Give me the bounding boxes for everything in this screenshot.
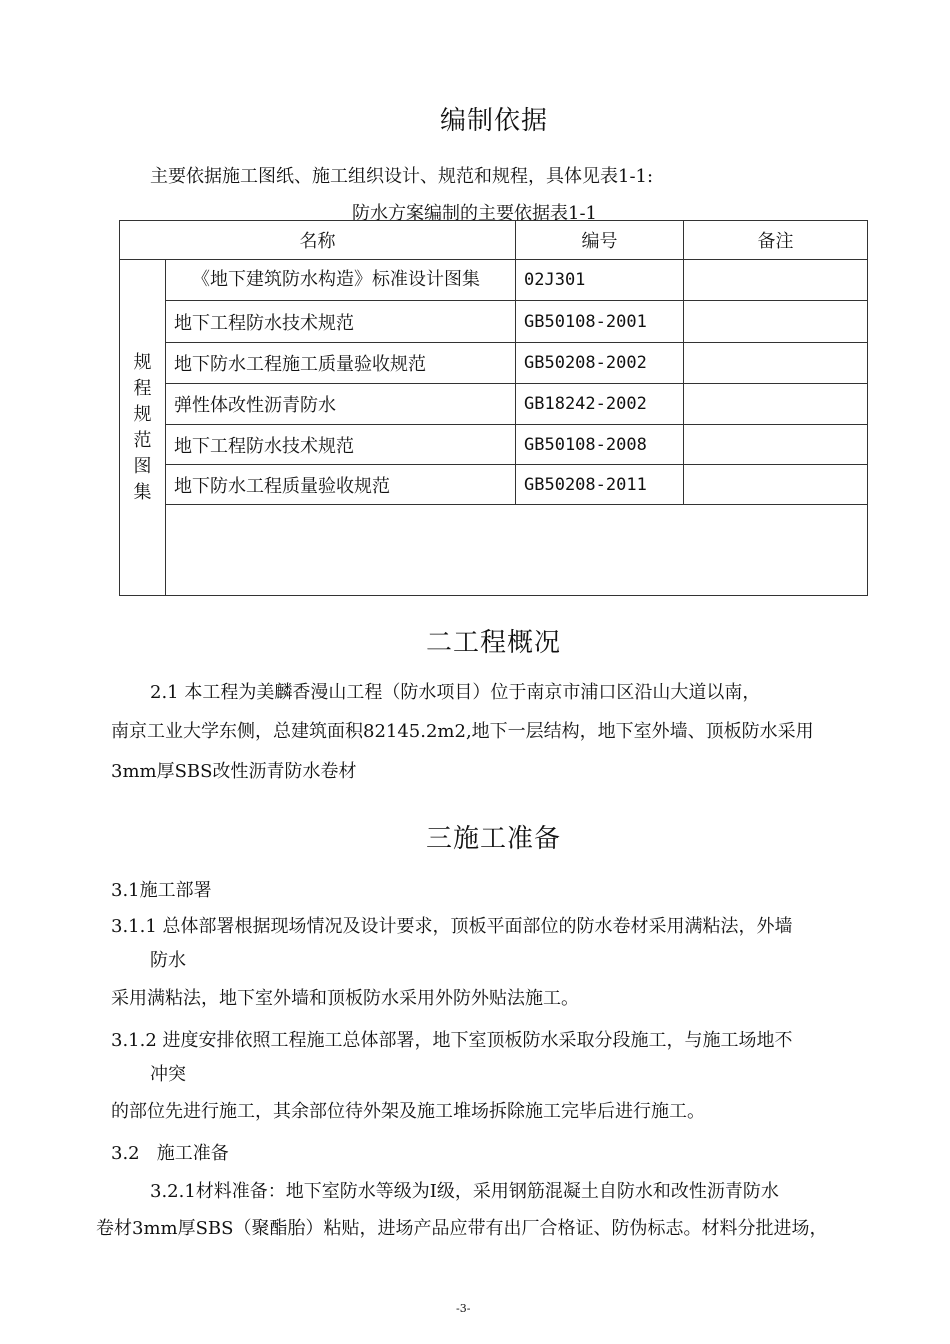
row-name: 《地下建筑防水构造》标准设计图集	[166, 260, 516, 301]
section312-line2: 冲突	[150, 1064, 186, 1085]
section2-line1: 2.1 本工程为美麟香漫山工程（防水项目）位于南京市浦口区沿山大道以南，	[150, 682, 761, 703]
row-note	[684, 425, 868, 465]
row-code: 02J301	[516, 260, 684, 301]
row-code: GB50108-2008	[516, 425, 684, 465]
section321-line1: 3.2.1材料准备：地下室防水等级为Ⅰ级，采用钢筋混凝土自防水和改性沥青防水	[150, 1181, 779, 1202]
table-row	[120, 425, 868, 465]
basis-table	[119, 220, 868, 596]
section2-title: 二工程概况	[426, 628, 562, 658]
section312-line1: 3.1.2 进度安排依照工程施工总体部署，地下室顶板防水采取分段施工，与施工场地不	[111, 1030, 793, 1051]
section311-line1: 3.1.1 总体部署根据现场情况及设计要求，顶板平面部位的防水卷材采用满粘法，外墙	[111, 916, 793, 937]
table-header-row	[120, 221, 868, 260]
category-cell	[120, 260, 166, 596]
row-code: GB50208-2002	[516, 343, 684, 384]
row-note	[684, 465, 868, 505]
section1-title: 编制依据	[440, 106, 549, 136]
row-name: 地下防水工程质量验收规范	[166, 465, 516, 505]
row-name: 弹性体改性沥青防水	[166, 384, 516, 425]
table-caption: 防水方案编制的主要依据表1-1	[352, 203, 597, 224]
page-number: -3-	[456, 1302, 471, 1315]
row-note	[684, 384, 868, 425]
header-note: 备注	[684, 221, 868, 260]
table-row	[120, 465, 868, 505]
section3-title: 三施工准备	[426, 824, 562, 854]
section311-line3: 采用满粘法，地下室外墙和顶板防水采用外防外贴法施工。	[111, 988, 579, 1009]
row-name: 地下防水工程施工质量验收规范	[166, 343, 516, 384]
table-empty-row	[120, 505, 868, 596]
row-note	[684, 260, 868, 301]
table-row	[120, 301, 868, 343]
row-code: GB18242-2002	[516, 384, 684, 425]
category-label: 规程规范图集	[133, 351, 152, 503]
section2-line3: 3mm厚SBS改性沥青防水卷材	[111, 761, 357, 782]
header-code: 编号	[516, 221, 684, 260]
table-row	[120, 384, 868, 425]
header-name: 名称	[120, 221, 516, 260]
section31-heading: 3.1施工部署	[111, 880, 212, 901]
section32-heading: 3.2 施工准备	[111, 1143, 229, 1164]
row-code: GB50208-2011	[516, 465, 684, 505]
table-row	[120, 260, 868, 301]
section312-line3: 的部位先进行施工，其余部位待外架及施工堆场拆除施工完毕后进行施工。	[111, 1101, 705, 1122]
row-note	[684, 343, 868, 384]
empty-cell	[166, 505, 868, 596]
table-row	[120, 343, 868, 384]
row-note	[684, 301, 868, 343]
section1-intro: 主要依据施工图纸、施工组织设计、规范和规程，具体见表1-1:	[150, 166, 654, 187]
section311-line2: 防水	[150, 950, 186, 971]
section2-line2: 南京工业大学东侧，总建筑面积82145.2m2,地下一层结构，地下室外墙、顶板防水采用	[111, 721, 814, 742]
row-code: GB50108-2001	[516, 301, 684, 343]
section321-line2: 卷材3mm厚SBS（聚酯胎）粘贴，进场产品应带有出厂合格证、防伪标志。材料分批进场，	[96, 1218, 828, 1239]
row-name: 地下工程防水技术规范	[166, 301, 516, 343]
row-name: 地下工程防水技术规范	[166, 425, 516, 465]
